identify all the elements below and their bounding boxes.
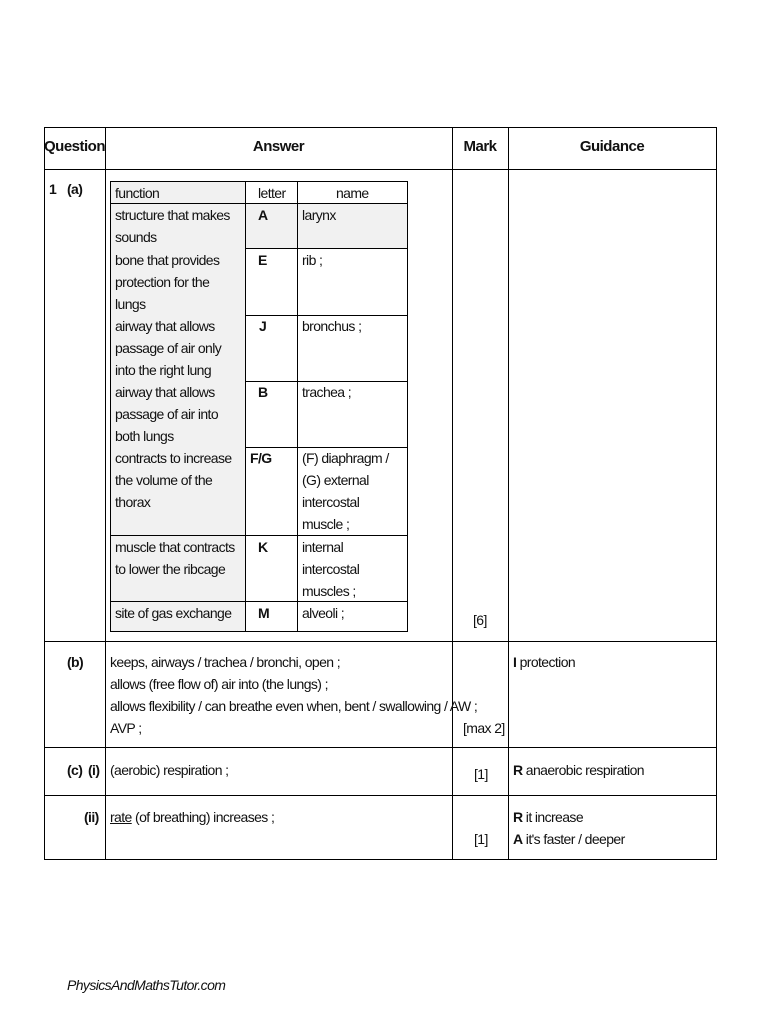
answer-b-line2: allows (free flow of) air into (the lungs) ; xyxy=(110,676,328,692)
row2-function-line3: lungs xyxy=(115,296,146,312)
header-question: Question xyxy=(44,138,106,155)
row3-function-line3: into the right lung xyxy=(115,362,212,378)
table-bottom-border xyxy=(44,859,717,860)
row3-name: bronchus ; xyxy=(302,318,362,334)
guidance-b-keyword: I xyxy=(513,654,517,670)
guidance-c-ii-keyword-1: R xyxy=(513,809,523,825)
row5-function-line2: the volume of the xyxy=(115,472,213,488)
mark-col-border xyxy=(508,127,509,860)
answer-b-line3: allows flexibility / can breathe even when, bent / swallowing / AW ; xyxy=(110,698,478,714)
row7-name: alveoli ; xyxy=(302,605,345,621)
inner-header-name: name xyxy=(336,185,369,201)
answer-b-line1: keeps, airways / trachea / bronchi, open ; xyxy=(110,654,341,670)
row6-name-line2: intercostal xyxy=(302,561,360,577)
answer-b-line4: AVP ; xyxy=(110,720,142,736)
row5-name-line3: intercostal xyxy=(302,494,360,510)
row-b-bottom-border xyxy=(44,747,717,748)
guidance-c-ii-line2 xyxy=(513,828,625,850)
row4-function-line3: both lungs xyxy=(115,428,174,444)
question-part-c-ii: (ii) xyxy=(84,809,99,825)
row2-name: rib ; xyxy=(302,252,323,268)
row2-function-line2: protection for the xyxy=(115,274,210,290)
row-ci-bottom-border xyxy=(44,795,717,796)
inner-header-function: function xyxy=(115,185,160,201)
mark-part-c-i: [1] xyxy=(474,766,488,782)
row-a-bottom-border xyxy=(44,641,717,642)
row3-letter: J xyxy=(259,318,267,334)
row1-name: larynx xyxy=(302,207,336,223)
header-answer: Answer xyxy=(252,138,305,155)
row7-letter: M xyxy=(258,605,270,621)
row3-function-line1: airway that allows xyxy=(115,318,215,334)
row6-letter: K xyxy=(258,539,268,555)
row3-function-line2: passage of air only xyxy=(115,340,222,356)
footer-site-name: PhysicsAndMathsTutor.com xyxy=(67,977,226,993)
row4-function-line1: airway that allows xyxy=(115,384,215,400)
question-part-c-i: (i) xyxy=(88,762,100,778)
guidance-c-ii-text-2: it's faster / deeper xyxy=(522,831,625,847)
question-number: 1 xyxy=(49,181,57,197)
row5-name-line2: (G) external xyxy=(302,472,369,488)
answer-c-ii-underlined-word: rate xyxy=(110,809,132,825)
row2-letter: E xyxy=(258,252,267,268)
row4-name: trachea ; xyxy=(302,384,352,400)
answer-c-ii-rest: (of breathing) increases ; xyxy=(131,809,275,825)
row5-letter: F/G xyxy=(250,450,272,466)
inner-table-left xyxy=(110,181,111,632)
row1-letter: A xyxy=(258,207,268,223)
inner-row-border-1 xyxy=(245,248,408,249)
row4-letter: B xyxy=(258,384,268,400)
row6-function-line2: to lower the ribcage xyxy=(115,561,226,577)
row6-name-line3: muscles ; xyxy=(302,583,356,599)
row5-name-line4: muscle ; xyxy=(302,516,350,532)
guidance-c-ii-text-1: it increase xyxy=(522,809,584,825)
answer-c-i: (aerobic) respiration ; xyxy=(110,762,229,778)
question-col-border xyxy=(105,127,106,860)
row1-function-line2: sounds xyxy=(115,229,157,245)
mark-part-c-ii: [1] xyxy=(474,831,488,847)
inner-table-bottom xyxy=(110,631,408,632)
table-left-border xyxy=(44,127,45,860)
question-part-a: (a) xyxy=(67,181,83,197)
inner-header-letter: letter xyxy=(258,185,286,201)
guidance-c-i-text: anaerobic respiration xyxy=(522,762,644,778)
row7-function: site of gas exchange xyxy=(115,605,232,621)
answer-c-ii xyxy=(110,806,274,828)
mark-part-a: [6] xyxy=(473,612,487,628)
row4-function-line2: passage of air into xyxy=(115,406,219,422)
row1-function-line1: structure that makes xyxy=(115,207,230,223)
guidance-c-i-keyword: R xyxy=(513,762,523,778)
table-top-border xyxy=(44,127,717,128)
row2-function-line1: bone that provides xyxy=(115,252,220,268)
header-guidance: Guidance xyxy=(579,138,645,155)
row6-function-line1: muscle that contracts xyxy=(115,539,235,555)
guidance-c-i xyxy=(513,759,644,781)
question-part-c: (c) xyxy=(67,762,83,778)
row5-function-line3: thorax xyxy=(115,494,151,510)
row5-name-line1: (F) diaphragm / xyxy=(302,450,389,466)
header-mark: Mark xyxy=(463,138,497,155)
guidance-c-ii-line1 xyxy=(513,806,583,828)
guidance-b-text: protection xyxy=(516,654,576,670)
row6-name-line1: internal xyxy=(302,539,344,555)
answer-col-border xyxy=(452,127,453,860)
header-bottom-border xyxy=(44,169,717,170)
guidance-b xyxy=(513,651,575,673)
table-right-border xyxy=(716,127,717,860)
row5-function-line1: contracts to increase xyxy=(115,450,232,466)
question-part-b: (b) xyxy=(67,654,84,670)
mark-part-b: [max 2] xyxy=(463,720,505,736)
guidance-c-ii-keyword-2: A xyxy=(513,831,523,847)
